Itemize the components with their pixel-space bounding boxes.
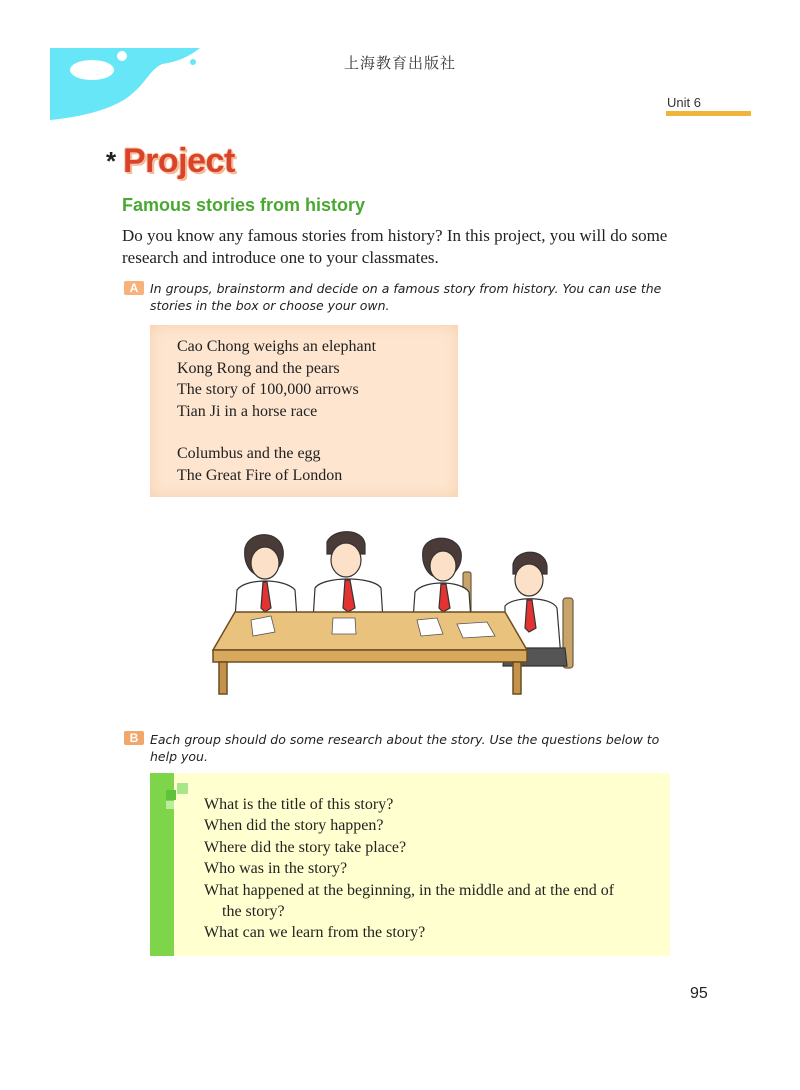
question-item-continuation: the story? — [222, 903, 285, 921]
publisher-name: 上海教育出版社 — [343, 54, 456, 72]
project-subtitle: Famous stories from history — [122, 195, 366, 215]
story-item: Columbus and the egg — [177, 445, 321, 462]
unit-label: Unit 6 — [667, 95, 701, 110]
section-a-instruction: In groups, brainstorm and decide on a famous story from history. You can use the stories in the box or choose your own. — [150, 281, 662, 313]
question-item: What is the title of this story? — [204, 796, 394, 813]
question-item: Where did the story take place? — [204, 838, 407, 856]
section-b-badge: B — [124, 731, 144, 745]
story-item: Tian Ji in a horse race — [177, 402, 318, 420]
story-item: The Great Fire of London — [177, 466, 343, 484]
decorative-square — [166, 801, 174, 809]
decorative-square — [166, 790, 176, 800]
question-item: What happened at the beginning, in the middle and at the end of — [204, 881, 615, 899]
story-item: Kong Rong and the pears — [177, 359, 340, 377]
story-item: Cao Chong weighs an elephant — [177, 338, 377, 355]
story-item: The story of 100,000 arrows — [177, 381, 359, 398]
decorative-square — [177, 783, 188, 794]
section-a-badge: A — [124, 281, 144, 295]
unit-underline — [666, 111, 751, 116]
question-list — [204, 794, 669, 944]
intro-paragraph: Do you know any famous stories from history? In this project, you will do some research and introduce one to your classmates. — [122, 226, 668, 267]
question-item: What can we learn from the story? — [204, 924, 426, 942]
question-item: When did the story happen? — [204, 817, 384, 835]
story-gap — [177, 422, 376, 443]
page-number: 95 — [690, 985, 708, 1002]
section-b-instruction: Each group should do some research about the story. Use the questions below to help you. — [150, 732, 660, 764]
question-item: Who was in the story? — [204, 860, 348, 878]
optional-star: * — [106, 146, 117, 176]
students-illustration — [205, 528, 595, 698]
story-list — [177, 336, 376, 486]
page-title: Project — [123, 142, 235, 180]
